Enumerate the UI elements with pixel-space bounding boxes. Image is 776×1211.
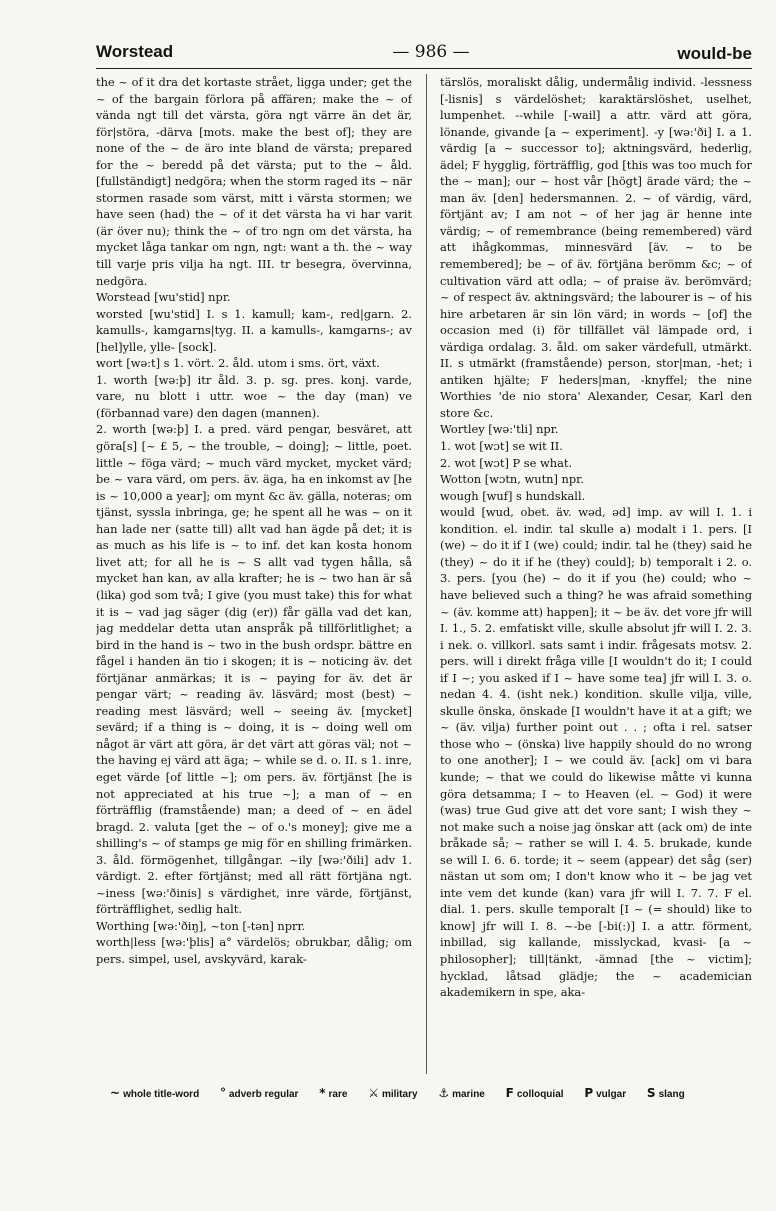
legend-item (505, 1086, 564, 1100)
letter-p-icon: P (584, 1086, 594, 1100)
entry-worsted: worsted [wu'stid] I. s 1. kamull; kam-, red|garn. 2. kamulls-, kamgarns|tyg. II. a kamulls-, kamgarns-; av [hel]ylle, ylle- [sock]. (96, 306, 412, 354)
abbreviation-legend (110, 1086, 750, 1106)
legend-item (319, 1086, 348, 1100)
tilde-icon: ~ (110, 1086, 121, 1100)
legend-label: colloquial (516, 1089, 564, 1100)
legend-label: whole title-word (123, 1089, 200, 1100)
entry-wortley: Wortley [wə:'tli] npr. (440, 422, 559, 437)
crossed-swords-icon: ⚔ (368, 1086, 379, 1100)
page-number: — 986 — (392, 42, 470, 62)
legend-label: adverb regular (228, 1089, 299, 1100)
legend-item (646, 1086, 685, 1100)
legend-item (219, 1086, 299, 1100)
entry-worthless: worth|less [wə:'þlis] a° värdelös; obrukbar, dålig; om pers. simpel, usel, avskyvärd, karak- (96, 935, 412, 966)
legend-item (584, 1086, 627, 1100)
column-divider (426, 74, 427, 1074)
anchor-icon: ⚓ (438, 1086, 450, 1100)
entry-worthing: Worthing [wə:'ðiŋ], ~ton [-tən] nprr. (96, 918, 306, 933)
letter-s-icon: S (646, 1086, 656, 1100)
legend-label: rare (328, 1089, 348, 1100)
entry-would: would [wud, obet. äv. wəd, əd] imp. av will I. 1. i kondition. el. indir. tal skulle a) modalt i 1. pers. [I (we) ~ do it if I (we) could; indir. tal he (they) said he (they) ~ do it if he (they) could]; b) temporalt i 2. o. 3. pers. [you (he) ~ do it if you (he) could; who ~ have believed such a thing? he was afraid something ~ (äv. komme att) happen]; it ~ be äv. det vore jfr will I. 1., 5. 2. emfatiskt ville, skulle absolut jfr will I. 2. 3. i nek. o. villkorl. sats samt i indir. frågesats motsv. 2. pers. will i direkt fråga ville [I wouldn't do it; I could if I ~; you asked if I ~ have some tea] jfr will I. 3. o. nedan 4. 4. (isht nek.) kondition. skulle vilja, ville, skulle önska, önskade [I wouldn't have it at a gift; we ~ (äv. vilja) further point out . . ; ofta i rel. satser those who ~ (önska) live happily should do no wrong to one another]; I ~ we could äv. [ack] om vi bara kunde; ~ that we could do likewise måtte vi kunna göra detsamma; I ~ to Heaven (el. ~ God) it were (was) true Gud give att det vore sant; I wish they ~ not make such a noise jag önskar att (ack om) de inte bråkade så; ~ rather se will I. 4. 5. brukade, kunde se will I. 6. 6. torde; it ~ seem (appear) det såg (ser) nästan ut som om; I don't know who it ~ be jag vet inte vem det kunde (kan) vara jfr will I. 7. 7. F el. dial. 1. pers. skulle temporalt [I ~ (= should) like to know] jfr will I. 8. ~-be [-bi(:)] I. a attr. förment, inbillad, sig kallande, misslyckad, kvasi- [a ~ philosopher]; till|tänkt, -ämnad [the ~ victim]; hycklad, låtsad glädje; the ~ academician akademikern in spe, aka- (440, 505, 752, 1000)
right-guide-word: would-be (677, 44, 752, 63)
entry-wot-2: 2. wot [wɔt] P se what. (440, 455, 573, 470)
legend-item (438, 1086, 485, 1100)
asterisk-icon: * (319, 1086, 326, 1100)
legend-label: slang (658, 1089, 685, 1100)
entry-wough: wough [wuf] s hundskall. (440, 488, 586, 503)
left-column (96, 74, 412, 1074)
legend-item (110, 1086, 200, 1100)
entry-wotton: Wotton [wɔtn, wutn] npr. (440, 472, 584, 487)
entry-wort: wort [wə:t] s 1. vört. 2. åld. utom i sms. ört, växt. (96, 356, 380, 371)
right-column (440, 74, 752, 1074)
entry-worstead: Worstead [wu'stid] npr. (96, 290, 231, 305)
entry-worthless-continued: tärslös, moraliskt dålig, undermålig individ. -lessness [-lisnis] s värdelöshet; karaktärslöshet, uselhet, lumpenhet. --while [-wail] a attr. värd att göra, lönande, givande [a ~ experiment]. -y [wə:'ði] I. a 1. värdig [a ~ successor to]; aktningsvärd, hederlig, ädel; F hygglig, förträfflig, god [this was too much for the ~ man]; our ~ host vår [högt] ärade värd; the ~ man äv. [den] hedersmannen. 2. ~ of värdig, värd, förtjänt av; I am not ~ of her jag är henne inte värdig; ~ of remembrance (being remembered) värd att ihågkommas, minnesvärd [äv. ~ to be remembered]; be ~ of äv. förtjäna berömm &c; ~ of cultivation värd att odla; ~ of praise äv. berömvärd; ~ of respect äv. aktningsvärd; the labourer is ~ of his hire arbetaren är sin lön värd; in words ~ [of] the occasion med (i) för tillfället väl lämpade ord, i värdiga ordalag. 3. åld. om saker värdefull, utmärkt. II. s utmärkt (framstående) person, stor|man, -het; i antiken hjälte; F heders|man, -knyffel; the nine Worthies 'de nio stora' Alexander, Cesar, Karl den store &c. (440, 75, 752, 420)
entry-wot-1: 1. wot [wɔt] se wit II. (440, 439, 563, 454)
legend-item (368, 1086, 418, 1100)
left-guide-word: Worstead (96, 42, 174, 61)
page-header (96, 38, 752, 68)
entry-worst-continued: the ~ of it dra det kortaste strået, ligga under; get the ~ of the bargain förlora på affären; make the ~ of vända ngt till det värsta, göra ngt värre än det är, för|störa, -därva [mots. make the best of]; they are none of the ~ de äro inte bland de värsta; prepared for the ~ beredd på det värsta; put to the ~ åld. [fullständigt] nedgöra; when the storm raged its ~ när stormen rasade som värst, mitt i värsta stormen; we have seen (had) the ~ of it det värsta ha vi har varit (är över nu); think the ~ of tro ngn om det värsta, ha mycket låga tankar om ngn, ngt: want a th. the ~ way till varje pris vilja ha ngt. III. tr besegra, övervinna, nedgöra. (96, 75, 412, 288)
entry-worth-1: 1. worth [wə:þ] itr åld. 3. p. sg. pres. konj. varde, vare, nu blott i uttr. woe ~ the day (man) ve (förbannad vare) den dagen (mannen). (96, 372, 412, 420)
legend-label: marine (452, 1089, 485, 1100)
header-rule (96, 68, 752, 69)
legend-label: military (381, 1089, 418, 1100)
degree-icon: ° (219, 1086, 226, 1100)
letter-f-icon: F (505, 1086, 514, 1100)
legend-label: vulgar (596, 1089, 627, 1100)
entry-worth-2: 2. worth [wə:þ] I. a pred. värd pengar, besväret, att göra[s] [~ £ 5, ~ the trouble, ~ doing]; ~ little, poet. little ~ föga värd; ~ much värd mycket, mycket värd; be ~ vara värd, om pers. äv. äga, ha en inkomst av [he is ~ 10,000 a year]; om mynt &c äv. gälla, noteras; om tjänst, syssla inbringa, ge; he spent all he was ~ on it han lade ner (satte till) allt vad han ägde på det; it is as much as his life is ~ to inf. det kan kosta honom livet att; for all he is ~ S allt vad tygen hålla, så mycket han kan, av alla krafter; he is ~ two han är så (lika) god som två; I give (you must take) this for what it is ~ vad jag säger (dig (er)) får gälla vad det kan, jag meddelar detta utan anspråk på tillförlitlighet; a bird in the hand is ~ two in the bush ordspr. bättre en fågel i handen än tio i skogen; it is ~ noticing äv. det förtjänar anmärkas; it is ~ paying for äv. det är pengar värt; ~ reading äv. läsvärd; most (best) ~ reading mest läsvärd; well ~ seeing äv. [mycket] sevärd; if a thing is ~ doing, it is ~ doing well om något är värt att göra, är det värt att göras väl; not ~ the having ej värd att äga; ~ while se d. o. II. s 1. inre, eget värde [of little ~]; om pers. äv. förtjänst [he is not appreciated at his true ~]; a man of ~ en förträfflig (framstående) man; a deed of ~ en ädel bragd. 2. valuta [get the ~ of o.'s money]; give me a shilling's ~ of stamps ge mig för en shilling frimärken. 3. åld. förmögenhet, tillgångar. ~ily [wə:'ðili] adv 1. värdigt. 2. efter förtjänst; med all rätt förtjäna ngt. ~iness [wə:'ðinis] s värdighet, inre värde, förtjänst, förträfflighet, sedlig halt. (96, 422, 412, 917)
